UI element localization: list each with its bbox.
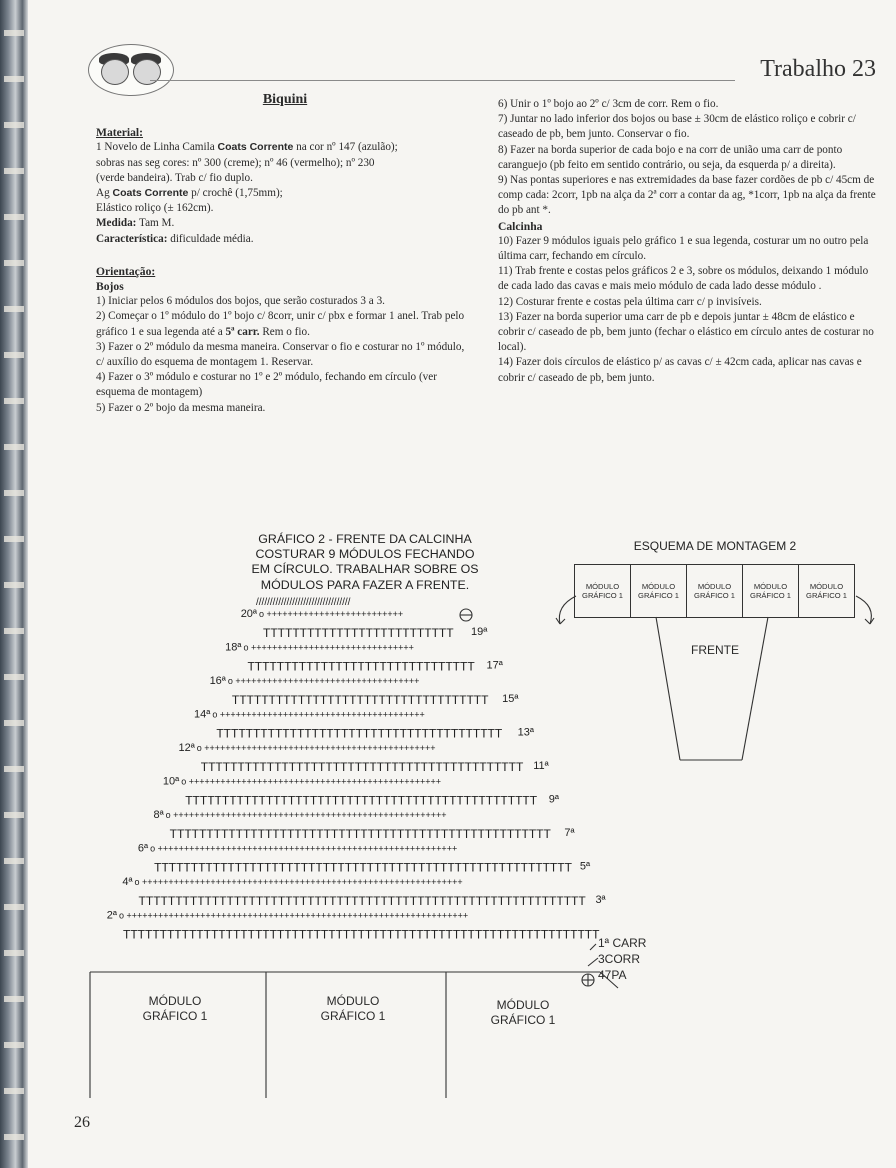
bojos-step: 1) Iniciar pelos 6 módulos dos bojos, que serão costurados 3 a 3. xyxy=(96,295,385,308)
stitch-plus-row: o ++++++++++++++++++++++++++++++++++++++++++++ xyxy=(196,743,436,753)
row-label-even: 10ª xyxy=(162,775,180,788)
row-label-odd: 9ª xyxy=(548,793,559,806)
row-label-odd: 3ª xyxy=(595,894,606,906)
step-item: 9) Nas pontas superiores e nas extremidades da base fazer cordões de pb c/ 45cm de comp cada: 2corr, 1pb na alça da 2ª corr a contar da ag, *1corr, 1pb na alça da frente do pb ant *. xyxy=(498,174,876,217)
stitch-plus-row: o +++++++++++++++++++++++++++++++++++++++ xyxy=(212,709,425,720)
stitch-plus-row: o +++++++++++++++++++++++++++++++++++++++++++++++++++++++++++++++++ xyxy=(119,910,469,921)
row-label-even: 20ª xyxy=(240,608,257,620)
stitch-plus-row: o +++++++++++++++++++++++++++++++++++++++++++++++++++++++++ xyxy=(150,843,458,854)
bojos-step: 4) Fazer o 3º módulo e costurar no 1º e 2º módulo, fechando em círculo (ver esquema de montagem) xyxy=(96,371,437,399)
step-item: 13) Fazer na borda superior uma carr de pb e depois juntar ± 48cm de elástico e cobrir c/ caseado de pb, bem junto (fechar o elástico em círculo antes de costurar no local). xyxy=(498,310,874,354)
stitch-plus-row: o +++++++++++++++++++++++++++++++++++ xyxy=(227,676,420,686)
module-label: MÓDULO GRÁFICO 1 xyxy=(320,994,386,1023)
schema-cell: MÓDULO GRÁFICO 1 xyxy=(687,565,743,617)
step-item: 11) Trab frente e costas pelos gráficos 2 e 3, sobre os módulos, deixando 1 módulo de cada lado das cavas e mais meio módulo de cada lado desse módulo . xyxy=(498,265,869,293)
material-line: Elástico roliço (± 162cm). xyxy=(96,202,214,215)
chart-rows xyxy=(107,597,607,942)
material-line: sobras nas seg cores: nº 300 (creme); nº 46 (vermelho); nº 230 xyxy=(96,156,375,169)
stitch-slash-row: ////////////////////////////////// xyxy=(256,597,351,608)
row-label-even: 14ª xyxy=(194,708,211,721)
stitch-dc-row: TTTTTTTTTTTTTTTTTTTTTTTTTTTTTTTTTTTTTTTTTTTTTTTTTTTTTTTTT xyxy=(154,860,572,875)
module-label: MÓDULO GRÁFICO 1 xyxy=(490,998,556,1027)
step-item: 12) Costurar frente e costas pela última carr c/ p invisíveis. xyxy=(498,295,762,308)
row-label-even: 6ª xyxy=(137,842,149,855)
stitch-dc-row: TTTTTTTTTTTTTTTTTTTTTTTTTTTTTTTTTTT xyxy=(231,693,489,707)
row-label-even: 8ª xyxy=(153,809,164,821)
step-item: 8) Fazer na borda superior de cada bojo e na corr de união uma carr de ponto caranguejo (pb feito em sentido contrário, ou seja, da esquerda p/ a direita). xyxy=(498,143,843,171)
page-number: 26 xyxy=(74,1114,90,1131)
row-label-even: 18ª xyxy=(225,641,242,654)
schema-title: ESQUEMA DE MONTAGEM 2 xyxy=(633,539,797,553)
chain-label: 3CORR xyxy=(598,952,641,966)
stitch-plus-row: o +++++++++++++++++++++++++++++++++++++++++++++++++++++++++++++ xyxy=(134,877,463,887)
page-title: Trabalho 23 xyxy=(760,56,876,82)
frente-label: FRENTE xyxy=(691,643,739,657)
row-label-odd: 7ª xyxy=(564,827,575,839)
schema-diagram xyxy=(556,596,874,760)
chart-title: GRÁFICO 2 - FRENTE DA CALCINHA COSTURAR 9 MÓDULOS FECHANDO EM CÍRCULO. TRABALHAR SOBRE OS MÓDULOS PARA FAZER A FRENTE. xyxy=(251,532,479,592)
stitch-dc-row: TTTTTTTTTTTTTTTTTTTTTTTTTTTTTTTTTTTTTTTTTTTTTTTTTTTTTTTTTTTTT xyxy=(138,894,586,908)
material-line: 1 Novelo de Linha Camila Coats Corrente na cor nº 147 (azulão); xyxy=(96,141,398,154)
document-title: Biquini xyxy=(262,92,308,107)
schema-cell: MÓDULO GRÁFICO 1 xyxy=(631,565,687,617)
module-label: MÓDULO GRÁFICO 1 xyxy=(142,994,208,1023)
schema-cell: MÓDULO GRÁFICO 1 xyxy=(575,565,631,617)
row-label-even: 2ª xyxy=(106,909,117,922)
schema-cell: MÓDULO GRÁFICO 1 xyxy=(806,582,847,600)
bojos-step: 3) Fazer o 2º módulo da mesma maneira. Conservar o fio e costurar no 1º módulo, c/ auxílio do esquema de montagem 1. Reservar. xyxy=(96,340,465,369)
row-label-even: 4ª xyxy=(122,876,133,888)
stitch-dc-row: TTTTTTTTTTTTTTTTTTTTTTTTTTTTTTTTTTTTTTTTTTTTTTTTTTTT xyxy=(169,827,551,841)
row-label-odd: 15ª xyxy=(502,693,519,705)
material-line: (verde bandeira). Trab c/ fio duplo. xyxy=(96,171,253,184)
bojos-step: 2) Começar o 1º módulo do 1º bojo c/ 8corr, unir c/ pbx e formar 1 anel. Trab pelo gráfico 1 e sua legenda até a 5ª carr. Rem o fio. xyxy=(96,310,465,338)
step-item: 14) Fazer dois círculos de elástico p/ as cavas c/ ± 42cm cada, aplicar nas cavas e cobrir c/ caseado de pb, bem junto. xyxy=(498,356,862,384)
material-title: Material: xyxy=(96,126,143,140)
row-label-odd: 13ª xyxy=(517,726,534,739)
row-label-even: 16ª xyxy=(209,675,226,687)
stitch-dc-row: TTTTTTTTTTTTTTTTTTTTTTTTTTTTTTTTTTTTTTTTTTTT xyxy=(200,760,524,774)
row-label-odd: 11ª xyxy=(533,760,549,772)
step-item: 10) Fazer 9 módulos iguais pelo gráfico 1 e sua legenda, costurar um no outro pela última carr, fechando em círculo. xyxy=(498,234,869,263)
stitch-dc-row: TTTTTTTTTTTTTTTTTTTTTTTTTTTTTTTTTTTTTTT xyxy=(216,726,503,741)
step-item: 6) Unir o 1º bojo ao 2º c/ 3cm de corr. Rem o fio. xyxy=(498,98,719,110)
medida-line: Medida: Tam M. xyxy=(96,217,175,230)
stitch-dc-row: TTTTTTTTTTTTTTTTTTTTTTTTTT xyxy=(263,626,454,640)
calcinha-title: Calcinha xyxy=(498,219,543,233)
bojos-title: Bojos xyxy=(96,280,124,294)
first-row-label: 1ª CARR xyxy=(598,936,647,950)
row-label-odd: 17ª xyxy=(486,659,503,672)
stitch-dc-row: TTTTTTTTTTTTTTTTTTTTTTTTTTTTTTTTTTTTTTTTTTTTTTTT xyxy=(185,793,538,808)
stitch-plus-row: o +++++++++++++++++++++++++++++++ xyxy=(243,642,414,653)
schema-module-row xyxy=(574,564,855,618)
stitch-plus-row: o ++++++++++++++++++++++++++++++++++++++++++++++++++++ xyxy=(165,810,447,820)
stitch-plus-row: o ++++++++++++++++++++++++++ xyxy=(259,609,404,619)
stitch-dc-row: TTTTTTTTTTTTTTTTTTTTTTTTTTTTTTT xyxy=(247,659,475,674)
row-label-even: 12ª xyxy=(178,742,195,754)
stitch-count-label: 47PA xyxy=(598,968,627,982)
caracteristica-line: Característica: dificuldade média. xyxy=(96,232,254,245)
bojos-step: 5) Fazer o 2º bojo da mesma maneira. xyxy=(96,401,266,414)
material-line: Ag Coats Corrente p/ crochê (1,75mm); xyxy=(96,187,283,200)
step-item: 7) Juntar no lado inferior dos bojos ou base ± 30cm de elástico roliço e cobrir c/ caseado de pb, bem junto. Conservar o fio. xyxy=(498,113,856,141)
orientacao-title: Orientação: xyxy=(96,264,156,278)
start-marker-icon xyxy=(582,944,598,986)
stitch-plus-row: o ++++++++++++++++++++++++++++++++++++++++++++++++ xyxy=(181,776,442,787)
schema-cell: MÓDULO GRÁFICO 1 xyxy=(743,565,799,617)
row-label-odd: 5ª xyxy=(579,860,591,873)
stitch-dc-row: TTTTTTTTTTTTTTTTTTTTTTTTTTTTTTTTTTTTTTTTTTTTTTTTTTTTTTTTTTTTTTTTT xyxy=(123,927,600,942)
row-label-odd: 19ª xyxy=(471,626,488,638)
row-end-marker-icon xyxy=(460,609,472,621)
module-frame xyxy=(90,972,618,1098)
